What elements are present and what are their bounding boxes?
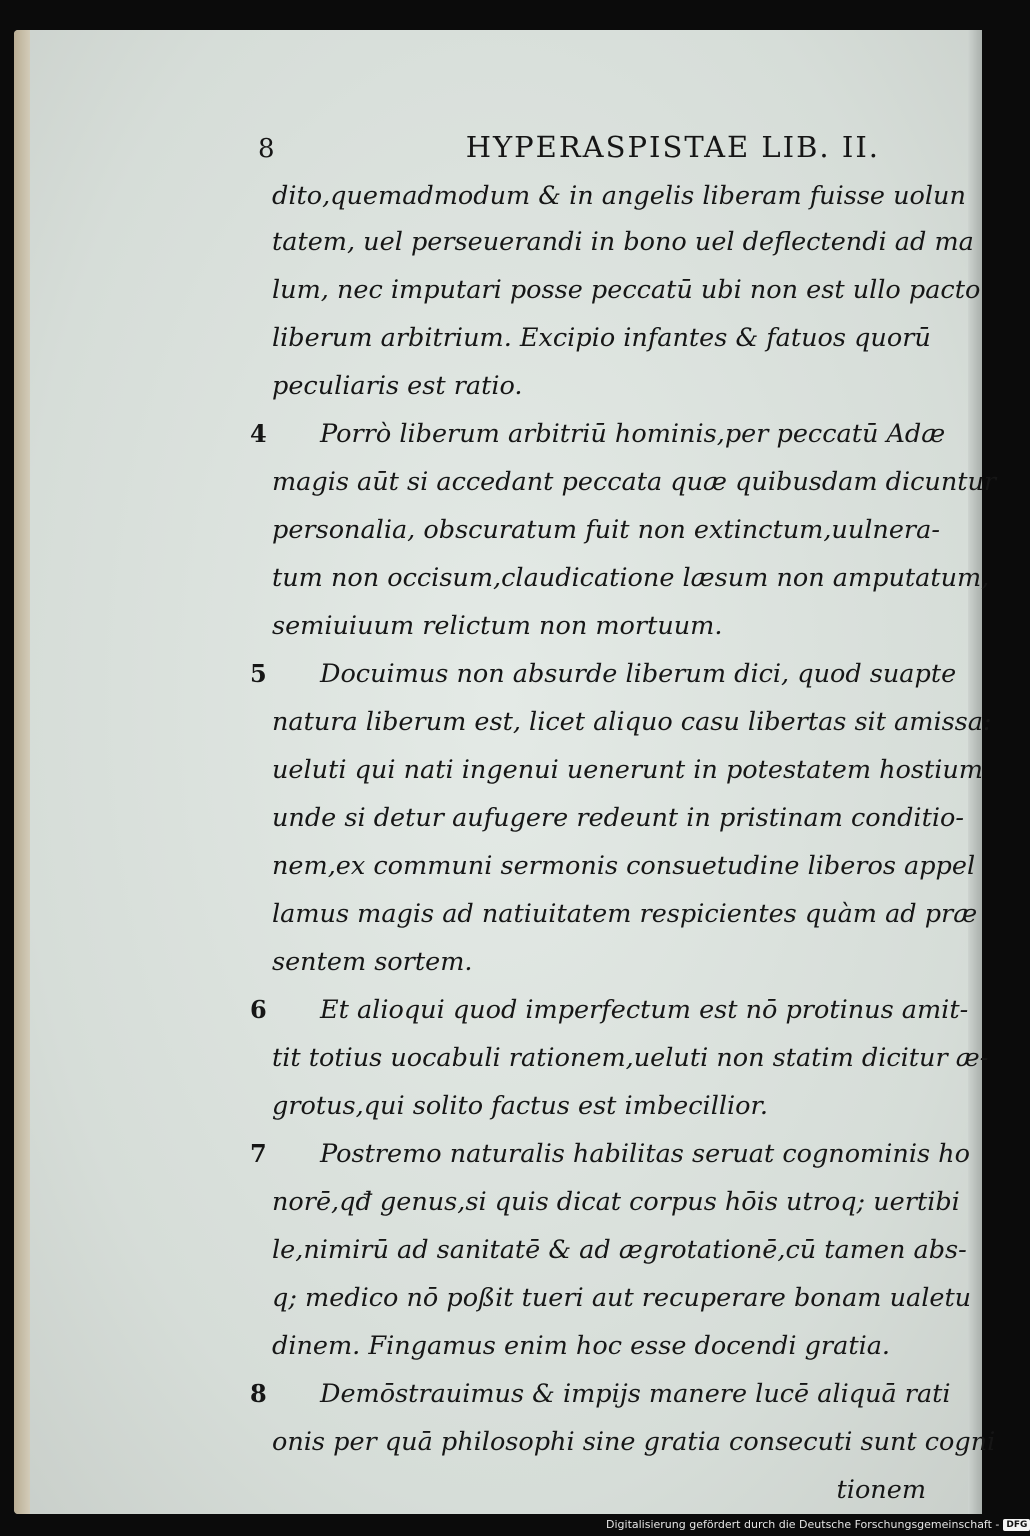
paragraph-number: 8 <box>250 1379 267 1408</box>
running-header <box>258 130 880 174</box>
line-text: magis aūt si accedant peccata quæ quibusdam dicuntur <box>272 467 997 497</box>
line-text: Postremo naturalis habilitas seruat cognominis ho <box>320 1139 970 1169</box>
text-line <box>272 1034 989 1082</box>
running-title: HYPERASPISTAE LIB. II. <box>465 130 880 164</box>
line-text: natura liberum est, licet aliquo casu libertas sit amissa: <box>272 707 992 737</box>
line-text: norē,qđ genus,si quis dicat corpus hōis utroq; uertibi <box>272 1187 960 1217</box>
page-text <box>250 130 997 1514</box>
line-text: Docuimus non absurde liberum dici, quod suapte <box>320 659 957 689</box>
text-line <box>272 1274 972 1322</box>
line-text: liberum arbitrium. Excipio infantes & fatuos quorū <box>272 323 931 353</box>
text-line <box>272 602 940 650</box>
text-lines <box>250 174 997 1466</box>
paragraph-start-line <box>250 1130 970 1178</box>
text-line <box>272 1418 996 1466</box>
footer-text: Digitalisierung gefördert durch die Deutsche Forschungsgemeinschaft - <box>606 1518 1000 1531</box>
text-line <box>272 698 992 746</box>
line-text: grotus,qui solito factus est imbecillior. <box>272 1091 769 1121</box>
line-text: q; medico nō poßit tueri aut recuperare bonam ualetu <box>272 1283 972 1313</box>
paragraph-start-line <box>250 1370 951 1418</box>
line-text: personalia, obscuratum fuit non extinctum,uulnera- <box>272 515 940 545</box>
line-text: Demōstrauimus & impijs manere lucē aliquā rati <box>320 1379 951 1409</box>
text-line <box>272 1226 967 1274</box>
text-line <box>272 938 940 986</box>
text-line <box>272 266 981 314</box>
line-text: dinem. Fingamus enim hoc esse docendi gratia. <box>272 1331 891 1361</box>
paragraph-number: 7 <box>250 1139 267 1168</box>
text-line <box>272 362 940 410</box>
text-line <box>272 1082 940 1130</box>
line-text: Et alioqui quod imperfectum est nō protinus amit- <box>320 995 969 1025</box>
line-text: tit totius uocabuli rationem,ueluti non statim dicitur æ- <box>272 1043 989 1073</box>
paragraph-number: 6 <box>250 995 267 1024</box>
text-line <box>272 218 974 266</box>
line-text: lum, nec imputari posse peccatū ubi non est ullo pacto <box>272 275 981 305</box>
text-line <box>272 314 940 362</box>
line-text: tum non occisum,claudicatione læsum non amputatum, <box>272 563 990 593</box>
line-text: unde si detur aufugere redeunt in pristinam conditio- <box>272 803 964 833</box>
line-text: peculiaris est ratio. <box>272 371 523 401</box>
line-text: ueluti qui nati ingenui uenerunt in potestatem hostium <box>272 755 983 785</box>
paragraph-start-line <box>250 986 969 1034</box>
text-line <box>272 746 983 794</box>
dfg-logo-icon: DFG <box>1003 1519 1030 1531</box>
line-text: tatem, uel perseuerandi in bono uel deflectendi ad ma <box>272 227 974 257</box>
text-line <box>272 506 940 554</box>
page-number: 8 <box>258 134 277 164</box>
paragraph-start-line <box>250 650 957 698</box>
text-line <box>272 554 990 602</box>
paragraph-number: 5 <box>250 659 267 688</box>
line-text: Porrò liberum arbitriū hominis,per peccatū Adæ <box>320 419 946 449</box>
paragraph-start-line <box>250 410 946 458</box>
digitization-footer <box>606 1518 1030 1531</box>
line-text: le,nimirū ad sanitatē & ad ægrotationē,cū tamen abs- <box>272 1235 967 1265</box>
line-text: onis per quā philosophi sine gratia consecuti sunt cogni <box>272 1427 996 1457</box>
text-line <box>272 842 976 890</box>
line-text: sentem sortem. <box>272 947 473 977</box>
line-text: semiuiuum relictum non mortuum. <box>272 611 723 641</box>
text-line <box>272 890 978 938</box>
line-text: dito,quemadmodum & in angelis liberam fuisse uolun <box>272 181 966 211</box>
text-line <box>272 458 997 506</box>
paragraph-number: 4 <box>250 419 267 448</box>
text-line <box>272 1322 940 1370</box>
text-line <box>272 1178 960 1226</box>
catchword: tionem <box>836 1475 926 1505</box>
text-line <box>272 174 966 218</box>
line-text: lamus magis ad natiuitatem respicientes quàm ad præ <box>272 899 978 929</box>
line-text: nem,ex communi sermonis consuetudine liberos appel <box>272 851 976 881</box>
page-left-edge <box>14 30 30 1514</box>
text-line <box>272 794 964 842</box>
